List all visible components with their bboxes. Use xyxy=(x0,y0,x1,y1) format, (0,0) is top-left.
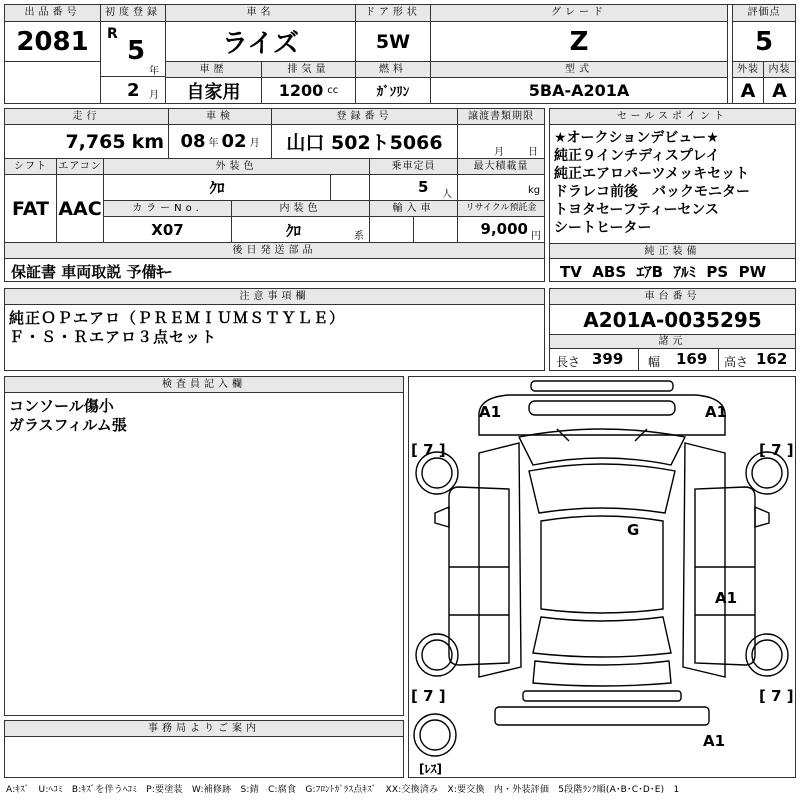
office-label: 事務局よりご案内 xyxy=(5,721,403,737)
era: R xyxy=(107,26,118,42)
displacement-cell xyxy=(262,78,356,103)
sales-point: シートヒーター xyxy=(554,220,652,236)
damage-mark: G xyxy=(627,521,640,539)
lot-number: 2081 xyxy=(5,22,101,62)
load-cell xyxy=(458,175,544,201)
sales-point: 純正９インチディスプレイ xyxy=(554,148,720,164)
int-color-unit: 系 xyxy=(354,231,364,242)
color-no-label: カラーNo. xyxy=(104,201,232,217)
capacity-label: 乗車定員 xyxy=(370,159,458,175)
inspection-label: 車検 xyxy=(169,109,272,125)
inspection-cell xyxy=(169,125,272,159)
ext-color: ｸﾛ xyxy=(104,175,331,201)
import-label: 輸入車 xyxy=(370,201,458,217)
chassis-block xyxy=(549,288,796,371)
model: 5BA-A201A xyxy=(431,78,728,103)
insp-month-unit: 月 xyxy=(249,138,260,149)
notes-block xyxy=(4,288,545,371)
reg-month-unit: 月 xyxy=(149,90,159,101)
specs-label: 諸元 xyxy=(550,335,795,349)
legend: A:ｷｽﾞ U:ﾍｺﾐ B:ｷｽﾞを伴うﾍｺﾐ P:要塗装 W:補修跡 S:錆 C:腐食 G:ﾌﾛﾝﾄｶﾞﾗｽ点ｷｽﾞ XX:交換済み X:要交換 内・外装評価 5段階ﾗﾝｸ順(A･B･C･D･E) 1 xyxy=(6,785,680,795)
recycle-cell xyxy=(458,217,544,243)
mileage-label: 走行 xyxy=(5,109,169,125)
displacement-label: 排気量 xyxy=(262,62,356,78)
capacity: 5 xyxy=(418,178,429,196)
equipment-label: 純正装備 xyxy=(550,243,795,259)
insp-month: 02 xyxy=(221,131,247,152)
height-label: 高さ xyxy=(724,355,749,369)
length: 399 xyxy=(592,350,624,368)
sales-points-block xyxy=(549,108,796,282)
ext-color-sub xyxy=(331,175,370,201)
tire-grade: [ 7 ] xyxy=(759,441,794,459)
tire-grade: [ 7 ] xyxy=(411,687,446,705)
capacity-unit: 人 xyxy=(442,189,452,200)
ac-label: エアコン xyxy=(57,159,104,175)
length-label: 長さ xyxy=(556,355,581,369)
displacement-unit: cc xyxy=(327,85,339,96)
insp-year: 08 xyxy=(180,131,206,152)
score: 5 xyxy=(732,22,795,62)
model-label: 型式 xyxy=(431,62,728,78)
ac: AAC xyxy=(57,175,104,243)
load-label: 最大積載量 xyxy=(458,159,544,175)
tire-grade: [ 7 ] xyxy=(411,441,446,459)
sales-point: ★オークションデビュー★ xyxy=(554,130,719,146)
lot-label: 出品番号 xyxy=(5,5,101,22)
reg-month: 2 xyxy=(127,80,140,101)
door-type: 5W xyxy=(356,22,431,62)
damage-mark: A1 xyxy=(715,589,738,607)
load-unit: kg xyxy=(528,185,541,196)
recycle-label: リサイクル預託金 xyxy=(458,201,544,217)
mileage: 7,765 xyxy=(65,130,126,153)
shift: FAT xyxy=(5,175,57,243)
sales-points-list xyxy=(554,129,750,237)
lot-blank xyxy=(5,62,101,103)
transfer-day-unit: 日 xyxy=(528,147,538,158)
mileage-unit: km xyxy=(131,130,164,153)
score-label: 評価点 xyxy=(732,5,795,22)
int-color-cell xyxy=(232,217,370,243)
transfer-cell xyxy=(458,125,544,159)
displacement: 1200 xyxy=(278,81,324,100)
interior-grade: A xyxy=(772,79,787,102)
damage-mark: A1 xyxy=(705,403,728,421)
sales-point: トヨタセーフティーセンス xyxy=(554,202,719,218)
header-block xyxy=(4,4,796,104)
grade: Z xyxy=(431,22,728,62)
inspector-line: ガラスフィルム張 xyxy=(9,416,127,434)
width: 169 xyxy=(676,350,708,368)
first-reg-label: 初度登録 xyxy=(101,5,166,22)
chassis-number: A201A-0035295 xyxy=(550,305,795,335)
import-cell xyxy=(370,217,414,243)
damage-mark: A1 xyxy=(479,403,502,421)
int-color: ｸﾛ xyxy=(286,222,302,240)
sales-points-label: セールスポイント xyxy=(550,109,795,125)
specs-divider xyxy=(638,349,639,370)
note-line: 純正ＯＰエアロ（ＰＲＥＭＩＵＭＳＴＹＬＥ） xyxy=(9,309,346,327)
tire-grade: [ 7 ] xyxy=(759,687,794,705)
specs-divider xyxy=(718,349,719,370)
recycle: 9,000 xyxy=(480,220,528,238)
vehicle-info-block xyxy=(4,108,545,282)
ext-color-label: 外装色 xyxy=(104,159,370,175)
notes-list xyxy=(9,309,345,347)
color-no: X07 xyxy=(104,217,232,243)
height: 162 xyxy=(756,350,788,368)
fuel-label: 燃料 xyxy=(356,62,431,78)
inspector-block xyxy=(4,376,404,716)
note-line: Ｆ・Ｓ・Ｒエアロ３点セット xyxy=(9,328,218,346)
car-name: ライズ xyxy=(166,22,356,62)
sales-point: ドラレコ前後 バックモニター xyxy=(554,184,750,200)
sales-point: 純正エアロパーツメッキセット xyxy=(554,166,750,182)
reg-year-unit: 年 xyxy=(149,66,159,77)
equipment: TV ABS ｴｱB ｱﾙﾐ PS PW xyxy=(560,263,767,281)
fuel: ｶﾞｿﾘﾝ xyxy=(356,78,431,103)
reg-divider xyxy=(101,76,165,77)
exterior-grade: A xyxy=(732,78,764,103)
chassis-label: 車台番号 xyxy=(550,289,795,305)
inspector-line: コンソール傷小 xyxy=(9,397,114,415)
plate-label: 登録番号 xyxy=(272,109,458,125)
later-parts: 保証書 車両取説 予備ｷｰ xyxy=(11,263,172,281)
shift-label: シフト xyxy=(5,159,57,175)
car-diagram xyxy=(409,377,795,777)
int-color-label: 内装色 xyxy=(232,201,370,217)
mileage-cell xyxy=(5,125,169,159)
later-parts-label: 後日発送部品 xyxy=(5,243,544,259)
reg-year: 5 xyxy=(127,36,146,66)
history: 自家用 xyxy=(166,78,262,103)
first-reg-value xyxy=(101,22,166,103)
car-diagram-block xyxy=(408,376,796,778)
door-label: ドア形状 xyxy=(356,5,431,22)
specs-row xyxy=(550,349,795,370)
plate: 山口 502ト5066 xyxy=(272,125,458,159)
recycle-unit: 円 xyxy=(531,231,541,242)
interior-label: 内装 xyxy=(764,62,795,78)
transfer-month-unit: 月 xyxy=(494,147,504,158)
transfer-label: 譲渡書類期限 xyxy=(458,109,544,125)
import-cell-2 xyxy=(414,217,458,243)
capacity-cell xyxy=(370,175,458,201)
width-label: 幅 xyxy=(648,355,661,369)
history-label: 車歴 xyxy=(166,62,262,78)
office-block xyxy=(4,720,404,778)
grade-label: グレード xyxy=(431,5,728,22)
notes-label: 注意事項欄 xyxy=(5,289,544,305)
inspector-label: 検査員記入欄 xyxy=(5,377,403,393)
inspector-list xyxy=(9,397,127,435)
exterior-label: 外装 xyxy=(732,62,764,78)
insp-year-unit: 年 xyxy=(208,138,219,149)
spare-tire: [ﾚｽ] xyxy=(419,762,442,776)
damage-mark: A1 xyxy=(703,732,726,750)
car-name-label: 車名 xyxy=(166,5,356,22)
